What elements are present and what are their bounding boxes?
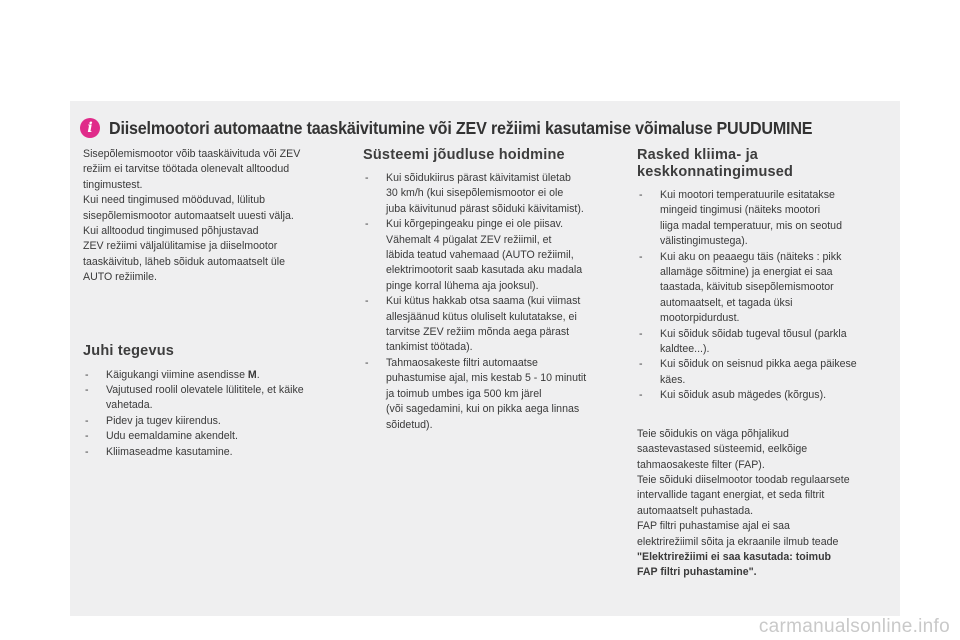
driver-item-line: vahetada.	[106, 399, 153, 412]
intro-line: AUTO režiimile.	[83, 271, 157, 284]
system-item-line: (või sagedamini, kui on pikka aega linnas	[386, 403, 580, 416]
system-list-item	[363, 356, 621, 433]
intro-line: Kui need tingimused mööduvad, lülitub	[83, 194, 265, 207]
system-item-line: sõidetud).	[386, 418, 433, 431]
driver-item-line: - Pidev ja tugev kiirendus.	[106, 414, 221, 427]
system-list-item	[363, 171, 621, 217]
system-item-line: 30 km/h (kui sisepõlemismootor ei ole	[386, 187, 564, 200]
system-heading: Süsteemi jõudluse hoidmine	[363, 147, 565, 163]
intro-line: tingimustest.	[83, 178, 143, 191]
driver-heading: Juhi tegevus	[83, 342, 175, 359]
intro-line: režiim ei tarvitse töötada olenevalt alltoodud	[83, 163, 290, 176]
intro-line: Kui alltoodud tingimused põhjustavad	[83, 225, 259, 238]
climate-list-item	[637, 388, 897, 403]
system-item-line: - Kui kõrgepingeaku pinge ei ole piisav.	[386, 218, 564, 231]
climate-list-item	[637, 250, 897, 327]
fap-note-bold-line: FAP filtri puhastamine".	[637, 566, 757, 579]
climate-list-item	[637, 357, 897, 388]
climate-item-line: allamäge sõitmine) ja energiat ei saa	[660, 266, 833, 279]
driver-list	[83, 368, 345, 460]
system-item-line: - Kui sõidukiirus pärast käivitamist ületab	[386, 172, 571, 184]
system-item-line: läbida teatud vahemaad (AUTO režiimil,	[386, 249, 574, 262]
watermark: carmanualsonline.info	[758, 616, 950, 637]
climate-list-item	[637, 188, 897, 250]
climate-item-line: - Kui sõiduk asub mägedes (kõrgus).	[660, 389, 827, 402]
intro-paragraph	[83, 147, 345, 286]
fap-note-line: elektrirežiimil sõita ja ekraanile ilmub teade	[637, 535, 839, 548]
climate-item-line: mingeid tingimusi (näiteks mootori	[660, 204, 821, 217]
fap-note-line: FAP filtri puhastamise ajal ei saa	[637, 520, 790, 533]
intro-line: Sisepõlemismootor võib taaskäivituda või ZEV	[83, 148, 301, 160]
system-list-item	[363, 217, 621, 294]
system-item-line: elektrimootorit saab kasutada aku madala	[386, 264, 583, 277]
climate-item-line: - Kui sõiduk on seisnud pikka aega päikese	[660, 358, 857, 371]
climate-item-line: taastada, käivitub sisepõlemismootor	[660, 281, 834, 294]
climate-item-line: liiga madal temperatuur, mis on seotud	[660, 219, 842, 232]
system-item-line: allesjäänud kütus oluliselt kulutatakse, ei	[386, 310, 577, 323]
system-item-line: juba käivitunud pärast sõiduki käivitamist).	[386, 202, 584, 215]
system-item-line: tankimist töötada).	[386, 341, 473, 354]
system-list	[363, 171, 621, 433]
climate-list-item	[637, 327, 897, 358]
climate-heading-line: Rasked kliima- ja	[637, 147, 759, 163]
fap-note-bold-line: "Elektrirežiimi ei saa kasutada: toimub	[637, 550, 832, 563]
driver-item-line: - Udu eemaldamine akendelt.	[106, 430, 238, 443]
driver-list-item	[83, 414, 345, 429]
fap-note-line: tahmaosakeste filter (FAP).	[637, 458, 765, 471]
climate-item-line: automaatselt, et tagada üksi	[660, 296, 793, 309]
driver-list-item	[83, 445, 345, 460]
climate-item-line: - Kui sõiduk sõidab tugeval tõusul (parkla	[660, 327, 847, 340]
info-icon: i	[80, 118, 100, 138]
system-item-line: puhastumise ajal, mis kestab 5 - 10 minutit	[386, 372, 587, 385]
column-right	[637, 147, 897, 581]
fap-note-line: Teie sõidukis on väga põhjalikud	[637, 427, 789, 440]
intro-line: sisepõlemismootor automaatselt uuesti välja.	[83, 209, 294, 222]
climate-list	[637, 188, 897, 404]
driver-list-item	[83, 429, 345, 444]
system-item-line: - Tahmaosakeste filtri automaatse	[386, 356, 538, 369]
climate-item-line: mootorpidurdust.	[660, 312, 740, 325]
climate-item-line: käes.	[660, 373, 686, 386]
driver-item-line: - Käigukangi viimine asendisse M.	[106, 368, 260, 381]
climate-item-line: kaldtee...).	[660, 343, 710, 356]
fap-note-line: saastevastased süsteemid, eelkõige	[637, 443, 808, 456]
fap-note-line: intervallide tagant energiat, et seda filtrit	[637, 489, 825, 502]
system-item-line: - Kui kütus hakkab otsa saama (kui viimast	[386, 295, 581, 308]
intro-line: ZEV režiimi väljalülitamise ja diiselmootor	[83, 240, 278, 253]
driver-list-item	[83, 368, 345, 383]
system-item-line: ja toimub umbes iga 500 km järel	[386, 387, 542, 400]
system-item-line: Vähemalt 4 pügalat ZEV režiimil, et	[386, 233, 552, 246]
driver-list-item	[83, 383, 345, 414]
page-title: Diiselmootori automaatne taaskäivitumine või ZEV režiimi kasutamise võimaluse PUUDUMINE	[109, 117, 813, 138]
column-left	[83, 147, 345, 460]
climate-item-line: - Kui mootori temperatuurile esitatakse	[660, 189, 835, 201]
system-item-line: tarvitse ZEV režiim mõnda aega pärast	[386, 326, 570, 339]
system-list-item	[363, 294, 621, 356]
column-middle	[363, 147, 621, 433]
system-item-line: pinge korral lühema aja jooksul).	[386, 279, 539, 292]
climate-heading-line: keskkonnatingimused	[637, 164, 794, 180]
fap-note-line: automaatselt puhastada.	[637, 504, 754, 517]
climate-item-line: - Kui aku on peaaegu täis (näiteks : pikk	[660, 250, 842, 263]
driver-item-line: - Vajutused roolil olevatele lülititele, et käike	[106, 384, 304, 397]
fap-note	[637, 427, 897, 581]
fap-note-line: Teie sõiduki diiselmootor toodab regulaarsete	[637, 473, 850, 486]
climate-heading	[637, 147, 897, 181]
section-title-bar	[80, 114, 890, 142]
climate-item-line: välistingimustega).	[660, 235, 748, 248]
intro-line: taaskäivitub, läheb sõiduk automaatselt üle	[83, 255, 285, 268]
gear-position-label: M	[247, 368, 257, 381]
driver-item-line: - Kliimaseadme kasutamine.	[106, 445, 233, 458]
